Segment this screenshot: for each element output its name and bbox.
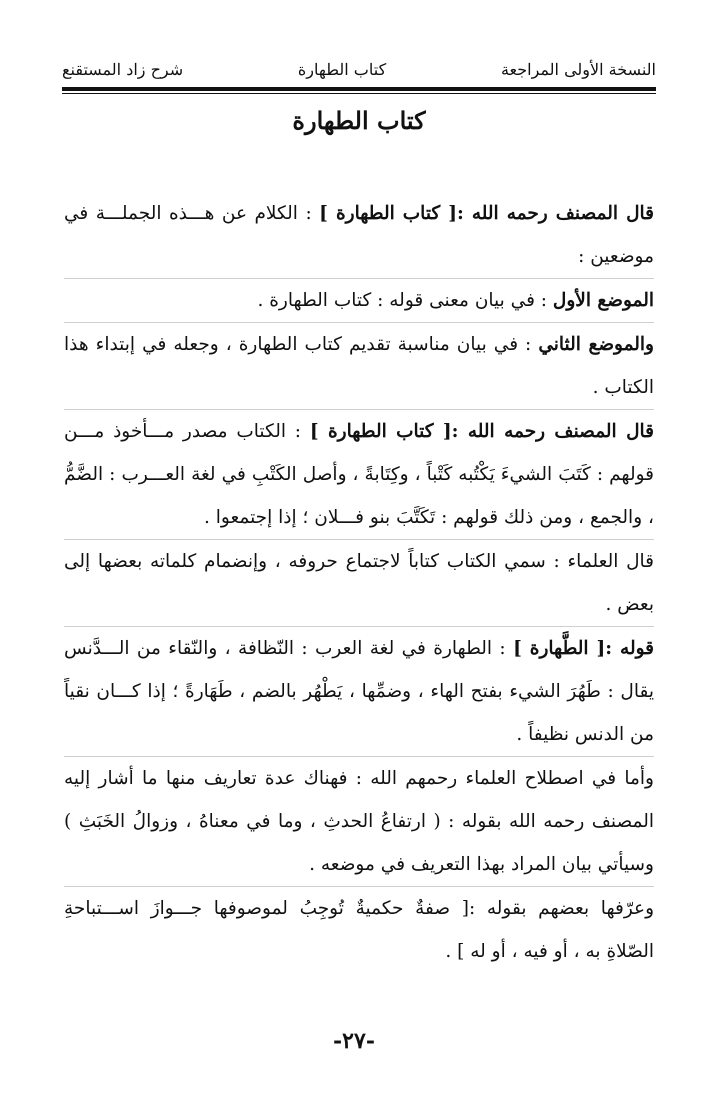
running-header xyxy=(62,52,656,86)
paragraph-text: قال العلماء : سمي الكتاب كتاباً لاجتماع حروفه ، وإنضمام كلماته بعضها إلى بعض . xyxy=(64,551,654,615)
paragraph xyxy=(64,323,654,409)
paragraph-lead: قال المصنف رحمه الله :[ كتاب الطهارة ] xyxy=(319,203,654,224)
paragraph-text: : الكلام عن هـــذه الجملـــة في موضعين : xyxy=(64,203,654,267)
header-rule-thin xyxy=(62,93,656,94)
paragraph-text: : في بيان مناسبة تقديم كتاب الطهارة ، وجعله في إبتداء هذا الكتاب . xyxy=(64,334,654,398)
paragraph xyxy=(64,757,654,886)
header-book-title: شرح زاد المستقنع xyxy=(62,59,184,79)
paragraph xyxy=(64,410,654,539)
paragraph-text: : في بيان معنى قوله : كتاب الطهارة . xyxy=(257,290,553,311)
paragraph-lead: قال المصنف رحمه الله :[ كتاب الطهارة ] xyxy=(309,421,654,442)
paragraph xyxy=(64,192,654,278)
paragraph xyxy=(64,279,654,322)
paragraph-text: : الكتاب مصدر مـــأخوذ مـــن قولهم : كَتَبَ الشيءَ يَكْتُبه كَتْباً ، وكِتَابةً ، وأصل الكَتْبِ في لغة العـــرب : الضَّمُّ ، والجمع ، ومن ذلك قولهم : تَكَتَّبَ بنو فـــلان ؛ إذا إجتمعوا . xyxy=(64,421,654,528)
paragraph-text: وعرّفها بعضهم بقوله :[ صفةٌ حكميةٌ تُوجِبُ لموصوفها جـــوازَ اســـتباحةِ الصّلاةِ به ، أو فيه ، أو له ] . xyxy=(64,898,654,962)
body-text xyxy=(64,192,654,973)
paragraph-lead: قوله :[ الطَّهارة ] xyxy=(513,638,654,659)
header-rule-thick xyxy=(62,87,656,91)
header-edition-note: النسخة الأولى المراجعة xyxy=(500,59,656,79)
paragraph-text: وأما في اصطلاح العلماء رحمهم الله : فهناك عدة تعاريف منها ما أشار إليه المصنف رحمه الله بقوله : ( ارتفاعُ الحدثِ ، وما في معناهُ ، وزوالُ الخَبَثِ ) وسيأتي بيان المراد بهذا التعريف في موضعه . xyxy=(64,768,654,875)
paragraph-lead: الموضع الأول xyxy=(552,290,654,311)
chapter-title: كتاب الطهارة xyxy=(292,106,426,135)
page-number: -٢٧- xyxy=(333,1028,375,1054)
paragraph xyxy=(64,887,654,973)
paragraph xyxy=(64,540,654,626)
paragraph-lead: والموضع الثاني xyxy=(538,334,654,355)
paragraph xyxy=(64,627,654,756)
header-chapter-title: كتاب الطهارة xyxy=(297,59,387,79)
paragraph-text: : الطهارة في لغة العرب : النّظافة ، والنّقاء من الـــدَّنس يقال : طَهُرَ الشيء بفتح الهاء ، وضمِّها ، يَطْهُر بالضم ، طَهَارةً ؛ إذا كـــان نقياً من الدنس نظيفاً . xyxy=(64,638,654,745)
